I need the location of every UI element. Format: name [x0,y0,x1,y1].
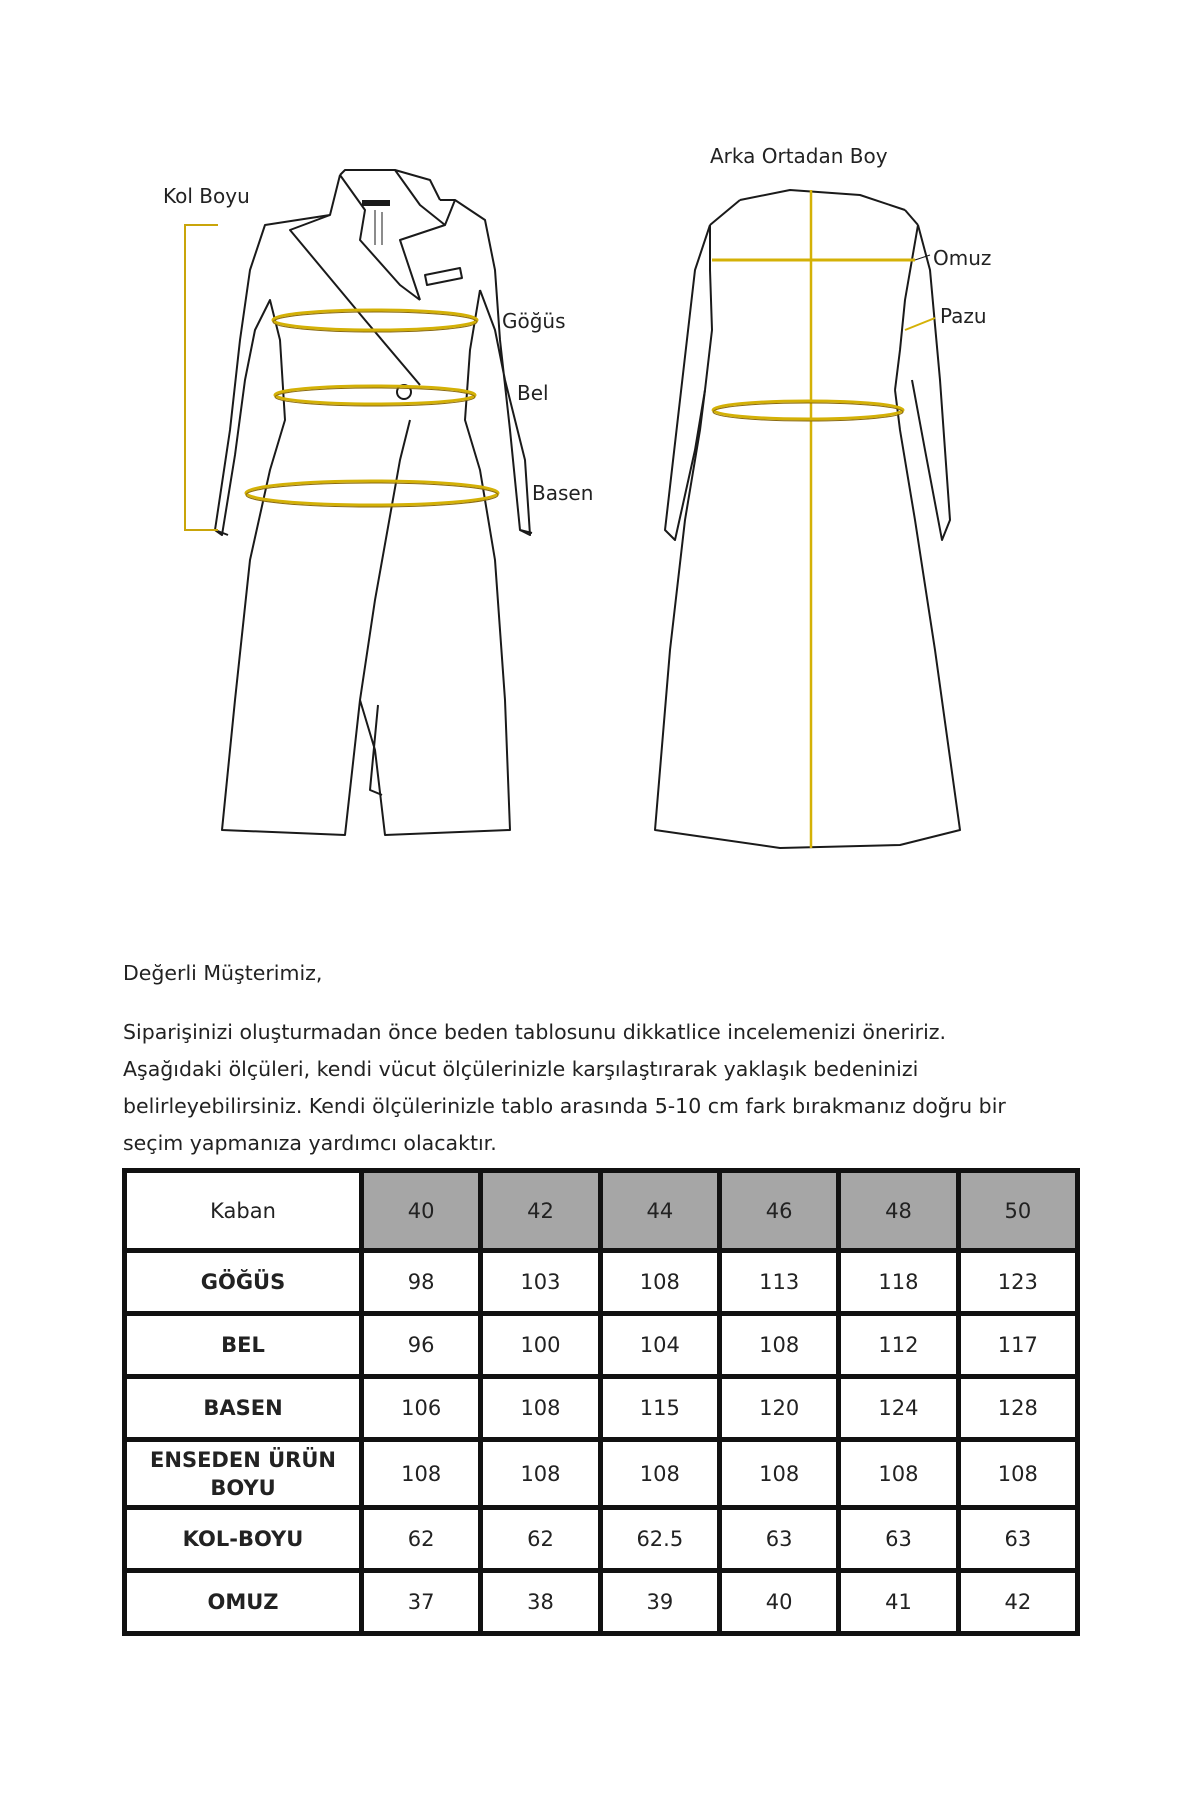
table-cell: 112 [841,1316,960,1379]
size-header: 42 [483,1173,602,1253]
size-header: 50 [961,1173,1080,1253]
table-cell: 62.5 [603,1510,722,1573]
label-chest: Göğüs [502,309,566,333]
coat-front-icon [215,170,532,835]
row-label: BEL [127,1316,364,1379]
intro-line-2: Aşağıdaki ölçüleri, kendi vücut ölçülerinizle karşılaştırarak yaklaşık bedeninizi [123,1057,919,1081]
table-cell: 63 [841,1510,960,1573]
corner-label: Kaban [127,1173,364,1253]
size-header: 46 [722,1173,841,1253]
table-cell: 108 [483,1442,602,1510]
table-cell: 108 [603,1442,722,1510]
table-row [127,1316,1080,1379]
intro-line-4: seçim yapmanıza yardımcı olacaktır. [123,1131,497,1155]
table-cell: 128 [961,1379,1080,1442]
size-header: 48 [841,1173,960,1253]
table-cell: 115 [603,1379,722,1442]
table-cell: 100 [483,1316,602,1379]
intro-line-1: Siparişinizi oluşturmadan önce beden tablosunu dikkatlice incelemenizi öneririz. [123,1020,947,1044]
table-cell: 37 [364,1573,483,1636]
table-cell: 108 [603,1253,722,1316]
table-row [127,1442,1080,1510]
back-measure-lines [712,190,935,848]
table-cell: 63 [961,1510,1080,1573]
table-cell: 118 [841,1253,960,1316]
table-cell: 98 [364,1253,483,1316]
table-cell: 108 [961,1442,1080,1510]
table-cell: 41 [841,1573,960,1636]
table-cell: 42 [961,1573,1080,1636]
table-cell: 106 [364,1379,483,1442]
table-cell: 117 [961,1316,1080,1379]
table-cell: 108 [483,1379,602,1442]
label-shoulder: Omuz [933,246,992,270]
table-cell: 108 [364,1442,483,1510]
row-label: ENSEDEN ÜRÜN BOYU [127,1442,364,1510]
label-back-length: Arka Ortadan Boy [710,144,888,168]
table-cell: 108 [722,1442,841,1510]
table-row [127,1253,1080,1316]
table-cell: 103 [483,1253,602,1316]
size-chart-table [122,1168,1080,1636]
table-cell: 108 [841,1442,960,1510]
table-cell: 62 [364,1510,483,1573]
table-cell: 113 [722,1253,841,1316]
label-sleeve-length: Kol Boyu [163,184,250,208]
row-label: GÖĞÜS [127,1253,364,1316]
label-hip: Basen [532,481,594,505]
table-cell: 63 [722,1510,841,1573]
row-label: KOL-BOYU [127,1510,364,1573]
table-cell: 39 [603,1573,722,1636]
table-cell: 96 [364,1316,483,1379]
intro-text [123,955,1103,1162]
size-header-row [127,1173,1080,1253]
intro-line-3: belirleyebilirsiniz. Kendi ölçülerinizle tablo arasında 5-10 cm fark bırakmanız doğru bir [123,1094,1006,1118]
table-cell: 62 [483,1510,602,1573]
table-cell: 124 [841,1379,960,1442]
table-cell: 38 [483,1573,602,1636]
table-row [127,1573,1080,1636]
greeting: Değerli Müşterimiz, [123,961,323,985]
table-row [127,1510,1080,1573]
coat-back-icon [655,190,960,848]
row-label: BASEN [127,1379,364,1442]
table-row [127,1379,1080,1442]
size-header: 44 [603,1173,722,1253]
size-header: 40 [364,1173,483,1253]
row-label: OMUZ [127,1573,364,1636]
label-bicep: Pazu [940,304,987,328]
table-cell: 104 [603,1316,722,1379]
table-cell: 40 [722,1573,841,1636]
table-cell: 123 [961,1253,1080,1316]
table-cell: 120 [722,1379,841,1442]
label-waist: Bel [517,381,549,405]
table-cell: 108 [722,1316,841,1379]
